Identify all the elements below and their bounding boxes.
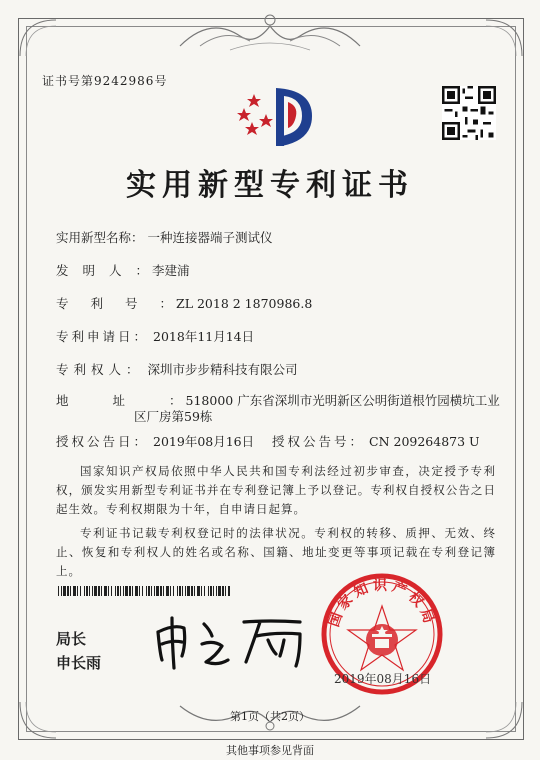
field-value: 深圳市步步精科技有限公司 bbox=[147, 362, 298, 377]
field-label: 专利权人： bbox=[56, 362, 144, 377]
field-address-line2: 区厂房第59栋 bbox=[134, 409, 213, 424]
certificate-title: 实用新型专利证书 bbox=[126, 168, 414, 203]
field-label: 授权公告号： bbox=[272, 434, 366, 449]
field-value: 518000 广东省深圳市光明新区公明街道根竹园横坑工业 bbox=[185, 393, 500, 408]
field-filing-date bbox=[56, 327, 254, 345]
field-label: 地址： bbox=[56, 393, 226, 408]
handwritten-signature-icon bbox=[150, 610, 320, 672]
seal-text: 国家知识产权局 bbox=[326, 578, 438, 630]
seal-date: 2019年08月16日 bbox=[334, 672, 432, 686]
field-label: 专利号： bbox=[56, 296, 195, 311]
signatory-title: 局长 bbox=[56, 630, 87, 648]
legal-status-paragraph: 专利证书记载专利权登记时的法律状况。专利权的转移、质押、无效、终止、恢复和专利权人的姓名或名称、国籍、地址变更等事项记载在专利登记簿上。 bbox=[56, 526, 496, 578]
field-label: 授权公告日： bbox=[56, 434, 150, 449]
back-note: 其他事项参见背面 bbox=[226, 744, 314, 757]
field-grant-announcement-number bbox=[272, 432, 480, 450]
field-inventor bbox=[56, 261, 190, 279]
field-value: 一种连接器端子测试仪 bbox=[147, 230, 273, 245]
field-value: 李建浦 bbox=[152, 263, 190, 278]
field-patentee bbox=[56, 360, 298, 378]
barcode-icon bbox=[58, 586, 230, 596]
field-value: ZL 2018 2 1870986.8 bbox=[176, 296, 313, 311]
field-value: 2019年08月16日 bbox=[153, 434, 255, 449]
field-grant-announcement-date bbox=[56, 432, 254, 450]
field-value: CN 209264873 U bbox=[369, 434, 480, 449]
field-utility-model-name bbox=[56, 228, 273, 246]
field-patent-number bbox=[56, 294, 312, 312]
grant-statement-paragraph: 国家知识产权局依照中华人民共和国专利法经过初步审查，决定授予专利权，颁发实用新型专利证书并在专利登记簿上予以登记。专利权自授权公告之日起生效。专利权期限为十年，自申请日起算。 bbox=[56, 464, 496, 516]
certificate-number: 证书号第9242986号 bbox=[42, 74, 168, 88]
field-label: 专利申请日： bbox=[56, 329, 150, 344]
field-label: 实用新型名称： bbox=[56, 230, 144, 245]
field-label: 发明人： bbox=[56, 263, 163, 278]
svg-text:国家知识产权局 bbox=[325, 577, 438, 629]
signatory-name: 申长雨 bbox=[56, 654, 102, 672]
cnipa-logo-icon bbox=[232, 80, 322, 150]
page-number: 第1页（共2页） bbox=[230, 710, 310, 723]
qr-code-icon bbox=[442, 86, 496, 140]
field-address bbox=[56, 391, 500, 409]
field-value: 2018年11月14日 bbox=[153, 329, 255, 344]
